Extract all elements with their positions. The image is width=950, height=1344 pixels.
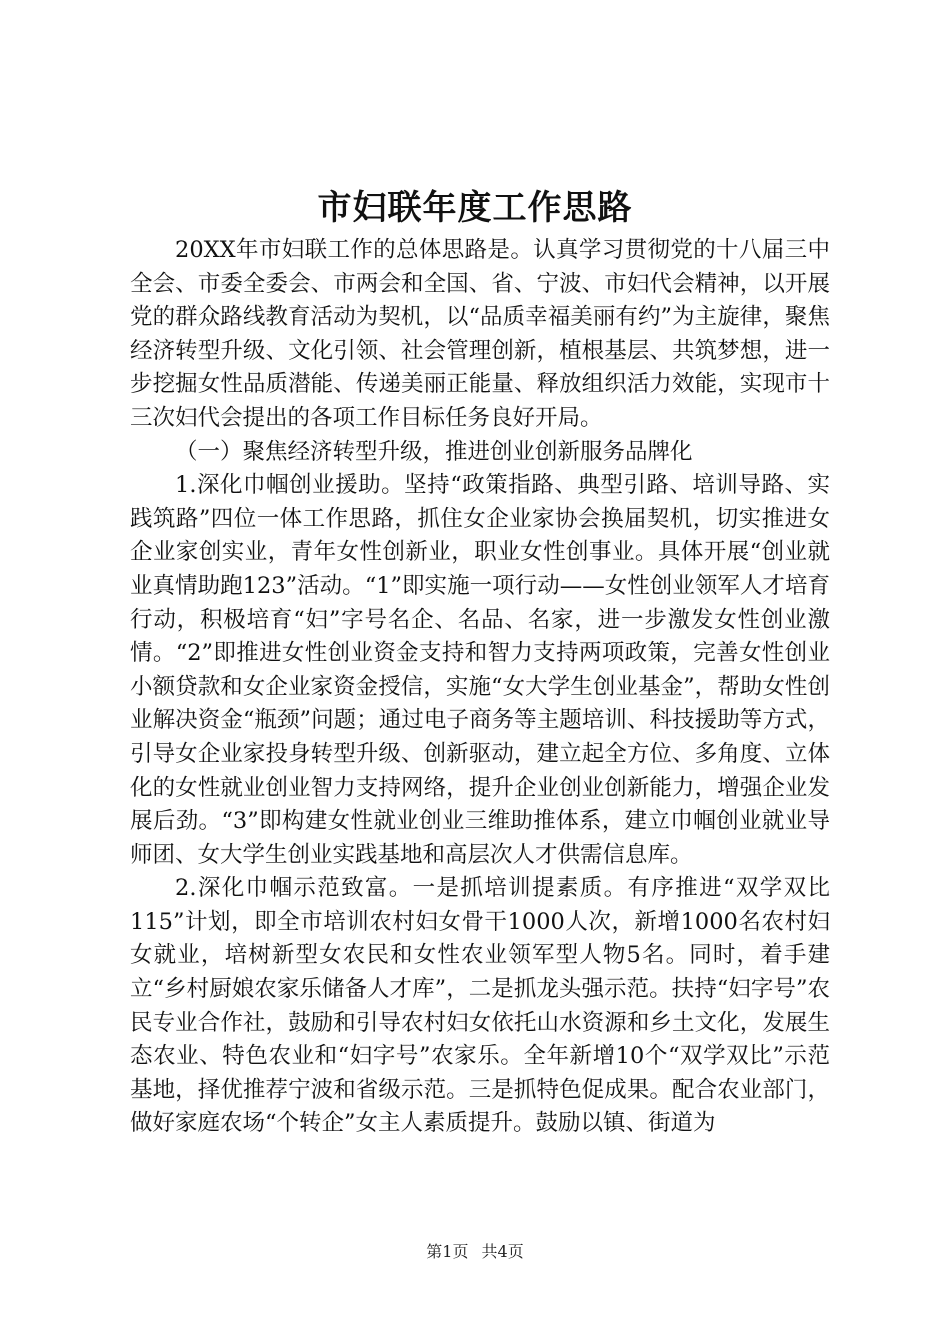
page-number: 第1页 (426, 1242, 469, 1261)
section-heading: （一）聚焦经济转型升级，推进创业创新服务品牌化 (175, 438, 693, 465)
document-title: 市妇联年度工作思路 (317, 188, 633, 228)
paragraph-item-1: 1.深化巾帼创业援助。坚持“政策指路、典型引路、培训导路、实践筑路”四位一体工作思路，抓住女企业家协会换届契机，切实推进女企业家创实业，青年女性创新业，职业女性创事业。具体开展“创业就业真情助跑123”活动。“1”即实施一项行动——女性创业领军人才培育行动，积极培育“妇”字号名企、名品、名家，进一步激发女性创业激情。“2”即推进女性创业资金支持和智力支持两项政策，完善女性创业小额贷款和女企业家资金授信，实施“女大学生创业基金”，帮助女性创业解决资金“瓶颈”问题；通过电子商务等主题培训、科技援助等方式，引导女企业家投身转型升级、创新驱动，建立起全方位、多角度、立体化的女性就业创业智力支持网络，提升企业创业创新能力，增强企业发展后劲。“3”即构建女性就业创业三维助推体系，建立巾帼创业就业导师团、女大学生创业实践基地和高层次人才供需信息库。 (130, 472, 830, 868)
document-body (130, 234, 830, 1141)
page-total: 共4页 (481, 1242, 524, 1261)
paragraph-intro: 20XX年市妇联工作的总体思路是。认真学习贯彻党的十八届三中全会、市委全委会、市两会和全国、省、宁波、市妇代会精神，以开展党的群众路线教育活动为契机，以“品质幸福美丽有约”为主旋律，聚焦经济转型升级、文化引领、社会管理创新，植根基层、共筑梦想，进一步挖掘女性品质潜能、传递美丽正能量、释放组织活力效能，实现市十三次妇代会提出的各项工作目标任务良好开局。 (130, 237, 830, 431)
paragraph-item-2: 2.深化巾帼示范致富。一是抓培训提素质。有序推进“双学双比115”计划，即全市培训农村妇女骨干1000人次，新增1000名农村妇女就业，培树新型女农民和女性农业领军型人物5名。同时，着手建立“乡村厨娘农家乐储备人才库”，二是抓龙头强示范。扶持“妇字号”农民专业合作社，鼓励和引导农村妇女依托山水资源和乡土文化，发展生态农业、特色农业和“妇字号”农家乐。全年新增10个“双学双比”示范基地，择优推荐宁波和省级示范。三是抓特色促成果。配合农业部门，做好家庭农场“个转企”女主人素质提升。鼓励以镇、街道为 (130, 875, 830, 1137)
page-footer (0, 1240, 950, 1264)
